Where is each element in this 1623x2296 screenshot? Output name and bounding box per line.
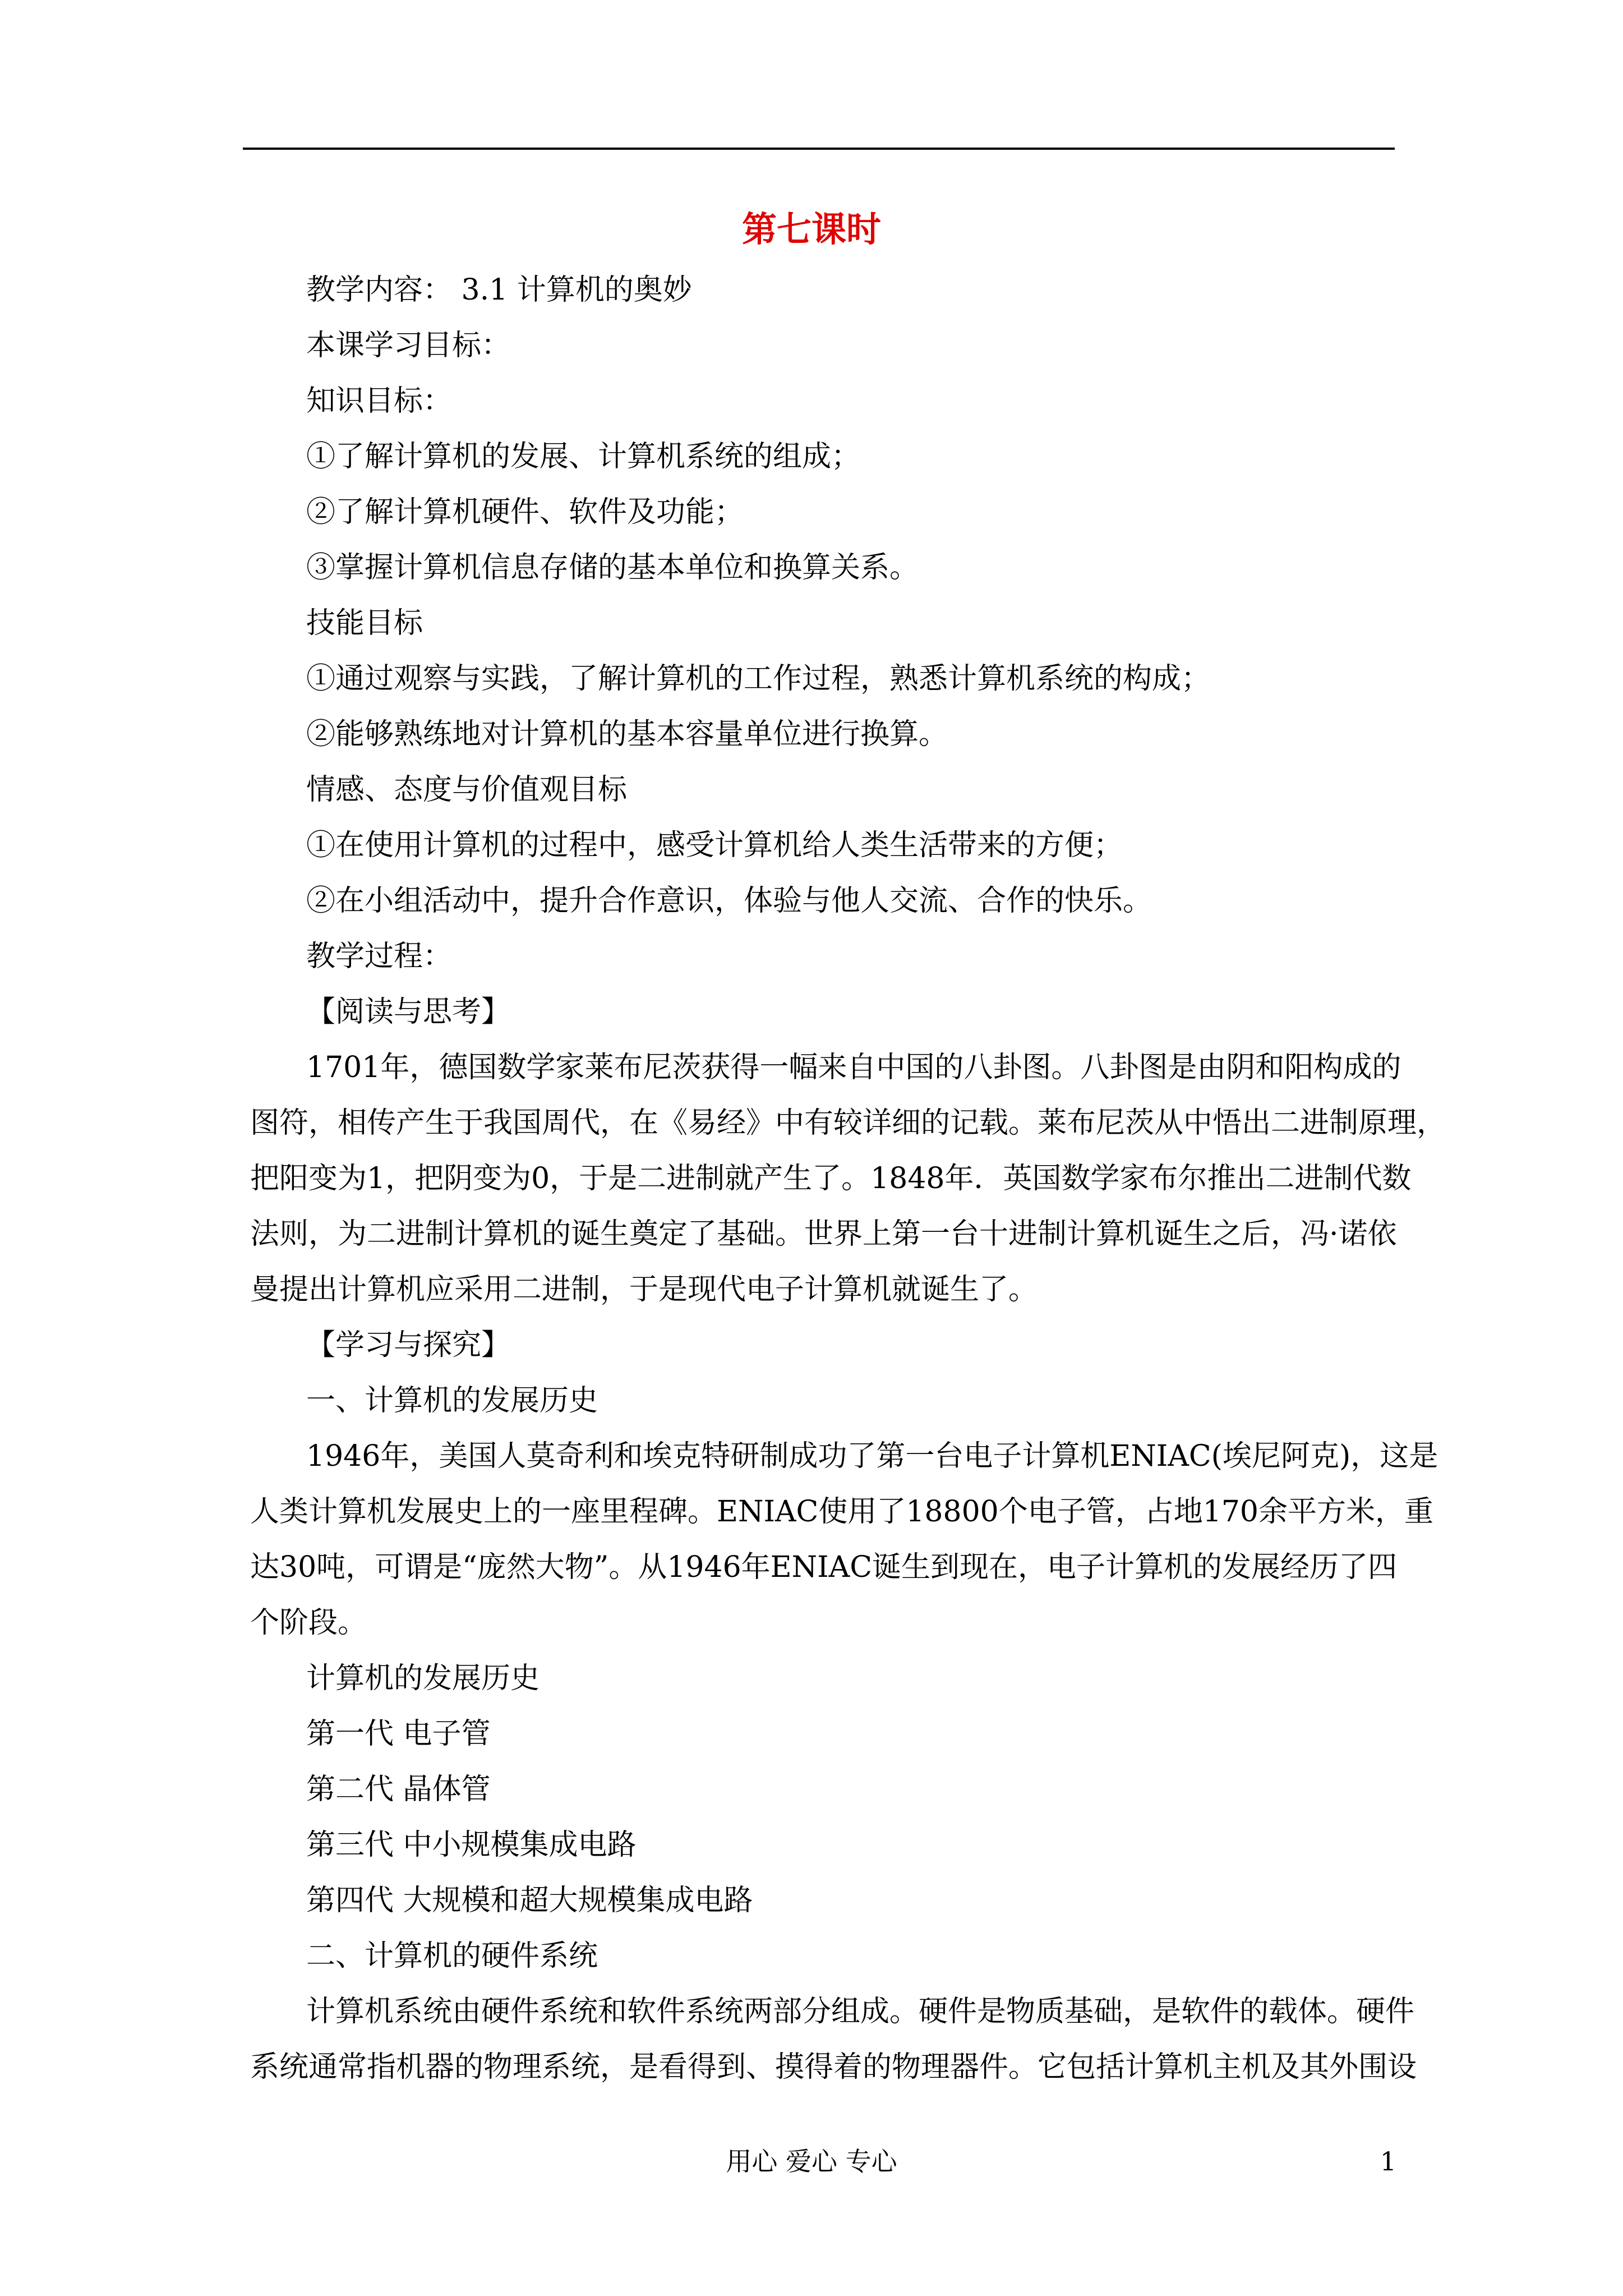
paragraph-line: 系统通常指机器的物理系统，是看得到、摸得着的物理器件。它包括计算机主机及其外围设 [250,2050,1417,2084]
paragraph-line: 曼提出计算机应采用二进制，于是现代电子计算机就诞生了。 [250,1273,1038,1306]
hardware-section-heading: 二、计算机的硬件系统 [306,1939,598,1973]
lesson-content-line: 教学内容： 3.1 计算机的奥妙 [306,273,692,307]
objectives-heading: 本课学习目标： [306,329,511,362]
page-number: 1 [1380,2146,1396,2177]
knowledge-objectives-heading: 知识目标： [306,384,453,418]
reading-section-heading: 【阅读与思考】 [306,995,511,1029]
paragraph-line: 1946年，美国人莫奇利和埃克特研制成功了第一台电子计算机ENIAC(埃尼阿克)，这是 [306,1439,1438,1473]
paragraph-line: 人类计算机发展史上的一座里程碑。ENIAC使用了18800个电子管，占地170余平方米，重 [250,1495,1434,1529]
study-section-heading: 【学习与探究】 [306,1328,511,1362]
page-title: 第七课时 [741,209,881,250]
paragraph-line: 达30吨，可谓是“庞然大物”。从1946年ENIAC诞生到现在，电子计算机的发展经历了四 [250,1550,1398,1584]
history-list-heading: 计算机的发展历史 [306,1662,540,1695]
paragraph-line: 图符，相传产生于我国周代，在《易经》中有较详细的记载。莱布尼茨从中悟出二进制原理， [250,1106,1446,1140]
paragraph-line: 1701年，德国数学家莱布尼茨获得一幅来自中国的八卦图。八卦图是由阴和阳构成的 [306,1051,1401,1084]
attitude-objective-1: ①在使用计算机的过程中，感受计算机给人类生活带来的方便； [306,829,1123,862]
header-rule [243,148,1395,150]
knowledge-objective-1: ①了解计算机的发展、计算机系统的组成； [306,440,861,473]
generation-item: 第三代 中小规模集成电路 [306,1828,637,1862]
paragraph-line: 把阳变为1，把阴变为0，于是二进制就产生了。1848年．英国数学家布尔推出二进制代数 [250,1162,1412,1195]
teaching-process-heading: 教学过程： [306,940,453,973]
paragraph-line: 法则，为二进制计算机的诞生奠定了基础。世界上第一台十进制计算机诞生之后，冯·诺依 [250,1217,1397,1251]
attitude-objectives-heading: 情感、态度与价值观目标 [306,773,628,807]
skill-objectives-heading: 技能目标 [306,606,423,640]
knowledge-objective-2: ②了解计算机硬件、软件及功能； [306,495,744,529]
footer-motto: 用心 爱心 专心 [726,2146,897,2177]
paragraph-line: 个阶段。 [250,1606,367,1640]
generation-item: 第二代 晶体管 [306,1773,491,1806]
generation-item: 第一代 电子管 [306,1717,491,1751]
knowledge-objective-3: ③掌握计算机信息存储的基本单位和换算关系。 [306,551,919,585]
attitude-objective-2: ②在小组活动中，提升合作意识，体验与他人交流、合作的快乐。 [306,884,1152,918]
paragraph-line: 计算机系统由硬件系统和软件系统两部分组成。硬件是物质基础，是软件的载体。硬件 [306,1995,1415,2028]
skill-objective-2: ②能够熟练地对计算机的基本容量单位进行换算。 [306,717,948,751]
skill-objective-1: ①通过观察与实践，了解计算机的工作过程，熟悉计算机系统的构成； [306,662,1211,696]
history-section-heading: 一、计算机的发展历史 [306,1384,598,1418]
generation-item: 第四代 大规模和超大规模集成电路 [306,1884,753,1917]
